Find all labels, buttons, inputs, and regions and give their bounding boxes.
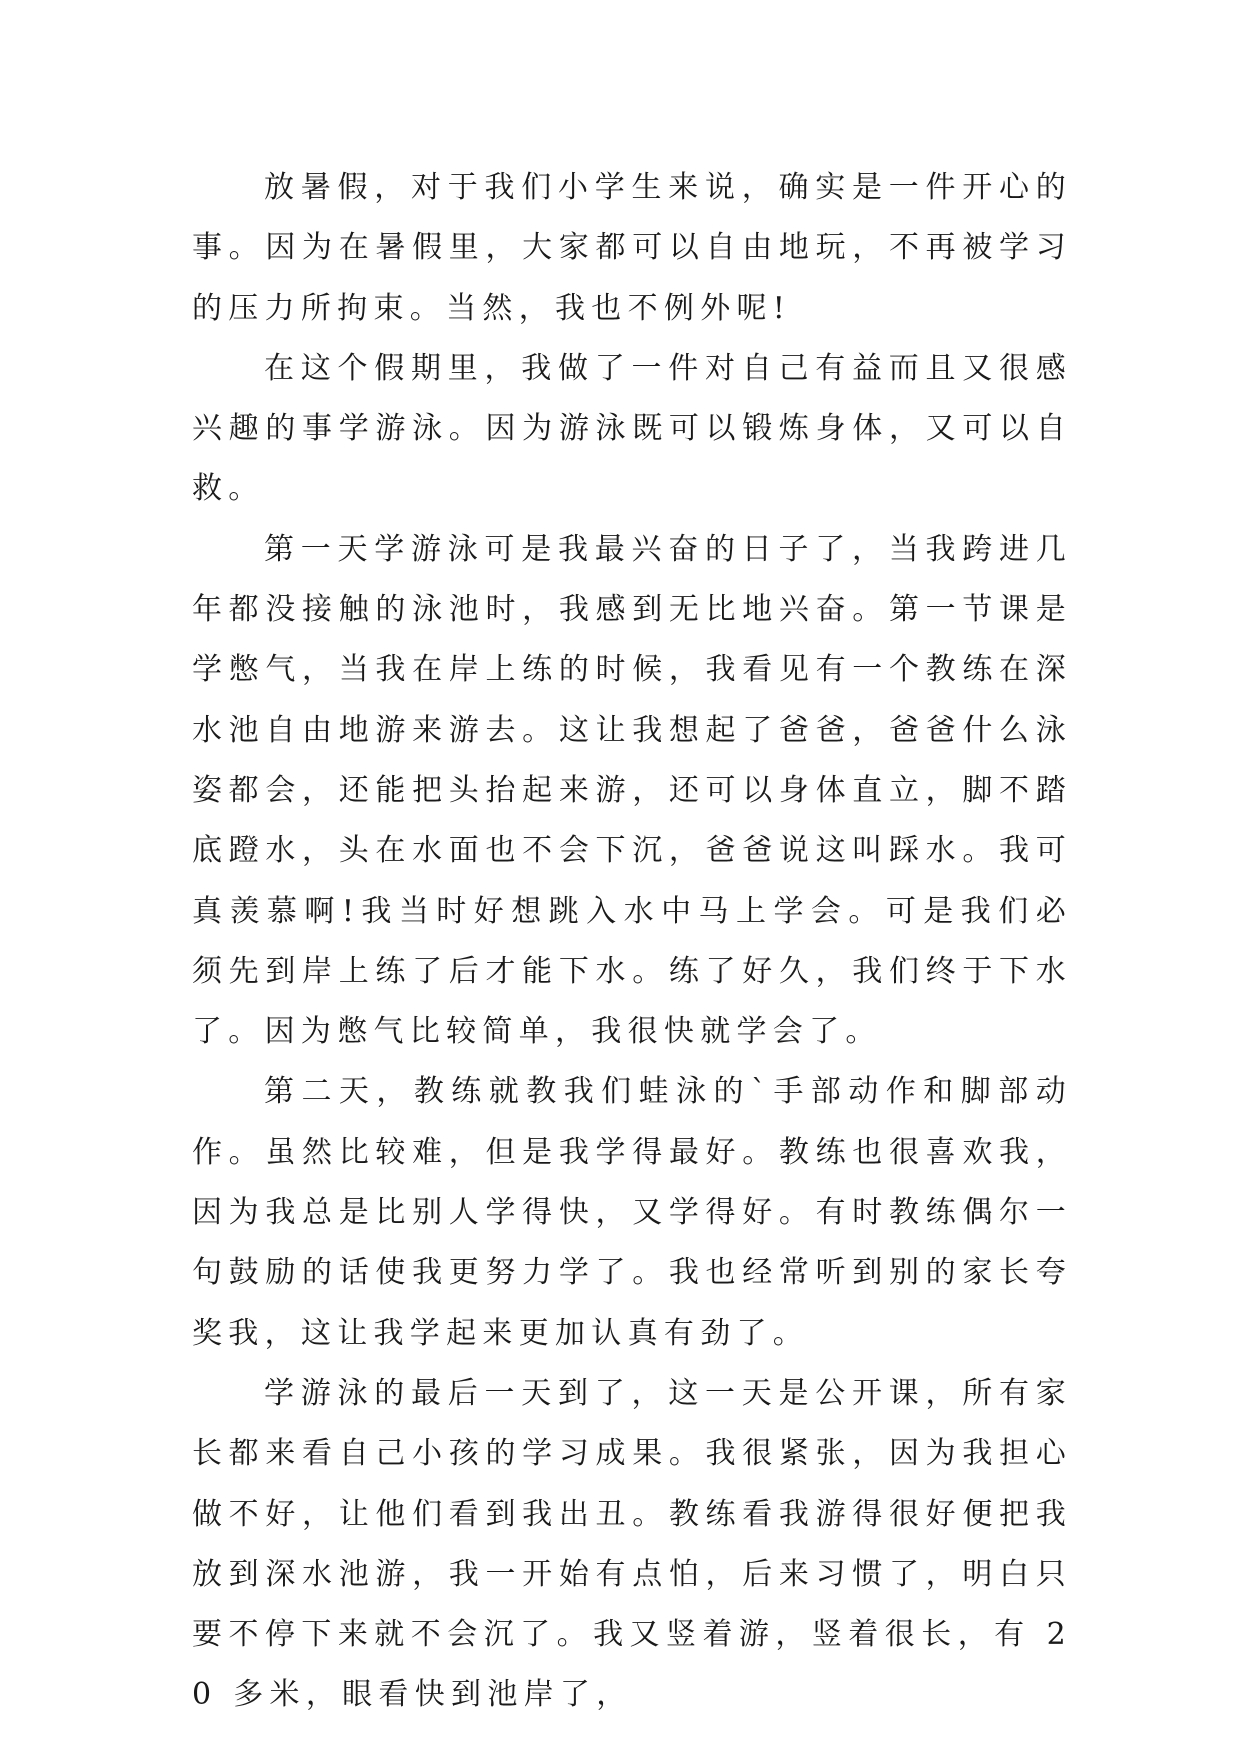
paragraph-1: 放暑假，对于我们小学生来说，确实是一件开心的事。因为在暑假里，大家都可以自由地玩，不再被学习的压力所拘束。当然，我也不例外呢! xyxy=(192,170,1072,326)
paragraph-5: 学游泳的最后一天到了，这一天是公开课，所有家长都来看自己小孩的学习成果。我很紧张，因为我担心做不好，让他们看到我出丑。教练看我游得很好便把我放到深水池游，我一开始有点怕，后来习惯了，明白只要不停下来就不会沉了。我又竖着游，竖着很长，有 20 多米，眼看快到池岸了， xyxy=(192,1375,1072,1713)
paragraph-2: 在这个假期里，我做了一件对自己有益而且又很感兴趣的事学游泳。因为游泳既可以锻炼身体，又可以自救。 xyxy=(192,350,1072,507)
paragraph-3: 第一天学游泳可是我最兴奋的日子了，当我跨进几年都没接触的泳池时，我感到无比地兴奋。第一节课是学憋气，当我在岸上练的时候，我看见有一个教练在深水池自由地游来游去。这让我想起了爸爸，爸爸什么泳姿都会，还能把头抬起来游，还可以身体直立，脚不踏底蹬水，头在水面也不会下沉，爸爸说这叫踩水。我可真羡慕啊!我当时好想跳入水中马上学会。可是我们必须先到岸上练了后才能下水。练了好久，我们终于下水了。因为憋气比较简单，我很快就学会了。 xyxy=(192,531,1072,1050)
paragraph-4: 第二天，教练就教我们蛙泳的`手部动作和脚部动作。虽然比较难，但是我学得最好。教练也很喜欢我，因为我总是比别人学得快，又学得好。有时教练偶尔一句鼓励的话使我更努力学了。我也经常听到别的家长夸奖我，这让我学起来更加认真有劲了。 xyxy=(192,1074,1072,1351)
document-body xyxy=(192,158,1072,1726)
